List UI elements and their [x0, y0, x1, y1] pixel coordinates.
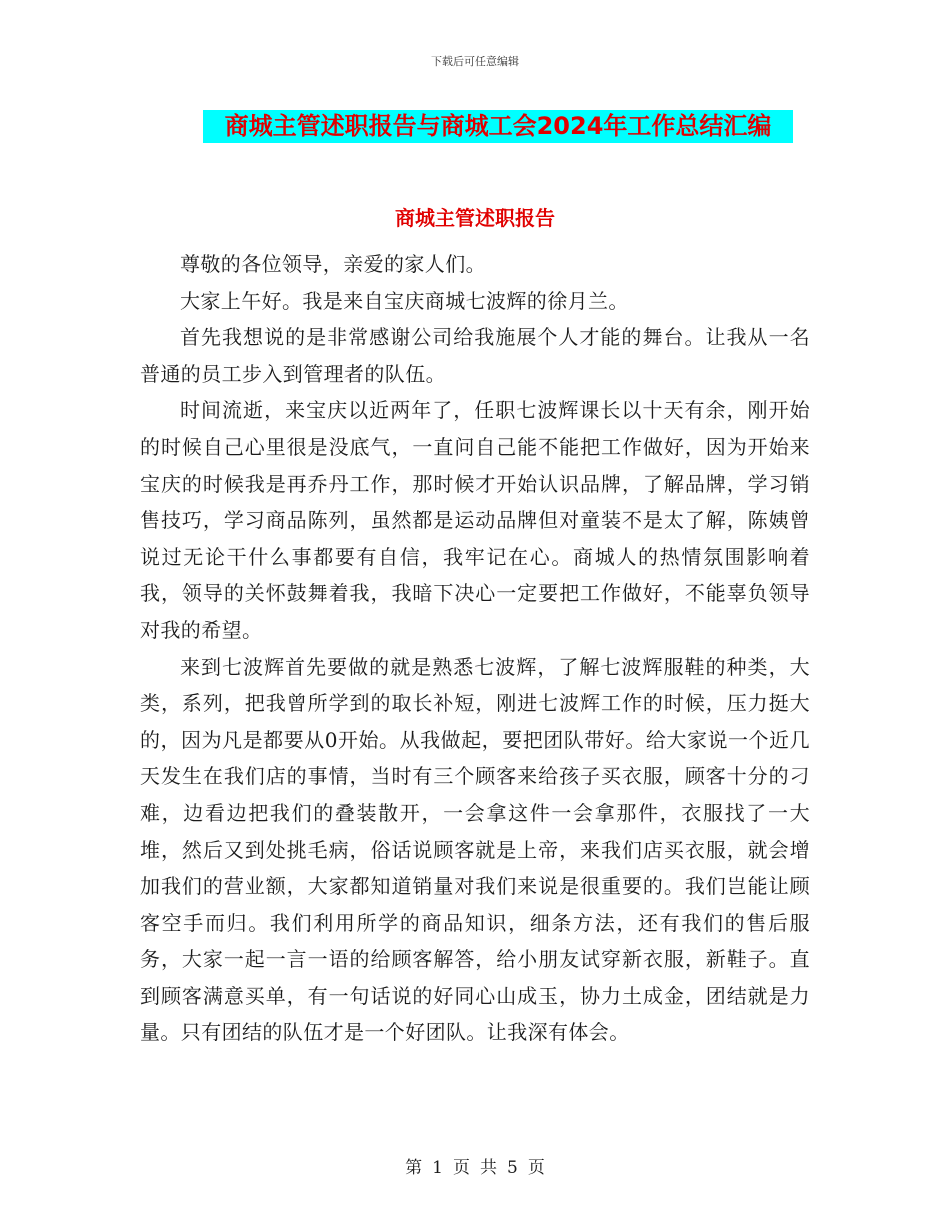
page-header-note: 下载后可任意编辑	[431, 55, 519, 68]
footer-page-unit: 页	[453, 1158, 470, 1178]
paragraph-teamwork: 来到七波辉首先要做的就是熟悉七波辉，了解七波辉服鞋的种类，大类，系列，把我曾所学到的取长补短，刚进七波辉工作的时候，压力挺大的，因为凡是都要从0开始。从我做起，要把团队带好。给大家说一个近几天发生在我们店的事情，当时有三个顾客来给孩子买衣服，顾客十分的刁难，边看边把我们的叠装散开，一会拿这件一会拿那件，衣服找了一大堆，然后又到处挑毛病，俗话说顾客就是上帝，来我们店买衣服，就会增加我们的营业额，大家都知道销量对我们来说是很重要的。我们岂能让顾客空手而归。我们利用所学的商品知识，细条方法，还有我们的售后服务，大家一起一言一语的给顾客解答，给小朋友试穿新衣服，新鞋子。直到顾客满意买单，有一句话说的好同心山成玉，协力土成金，团结就是力量。只有团结的队伍才是一个好团队。让我深有体会。	[140, 654, 810, 1045]
document-body	[140, 246, 810, 1051]
footer-prefix: 第	[405, 1158, 423, 1178]
footer-current-page: 1	[432, 1158, 443, 1178]
footer-total-unit: 页	[527, 1158, 545, 1178]
section-title: 商城主管述职报告	[395, 206, 555, 230]
page-footer	[0, 1153, 950, 1178]
paragraph-introduction: 大家上午好。我是来自宝庆商城七波辉的徐月兰。	[180, 288, 629, 313]
paragraph-experience: 时间流逝，来宝庆以近两年了，任职七波辉课长以十天有余，刚开始的时候自己心里很是没底气，一直问自己能不能把工作做好，因为开始来宝庆的时候我是再乔丹工作，那时候才开始认识品牌，了解品牌，学习销售技巧，学习商品陈列，虽然都是运动品牌但对童装不是太了解，陈姨曾说过无论干什么事都要有自信，我牢记在心。商城人的热情氛围影响着我，领导的关怀鼓舞着我，我暗下决心一定要把工作做好，不能辜负领导对我的希望。	[140, 398, 810, 642]
paragraph-gratitude: 首先我想说的是非常感谢公司给我施展个人才能的舞台。让我从一名普通的员工步入到管理者的队伍。	[140, 325, 810, 386]
footer-total-pages: 5	[507, 1158, 518, 1178]
paragraph-greeting: 尊敬的各位领导，亲爱的家人们。	[180, 252, 486, 276]
footer-total-prefix: 共	[480, 1158, 497, 1178]
document-title: 商城主管述职报告与商城工会2024年工作总结汇编	[203, 110, 793, 143]
